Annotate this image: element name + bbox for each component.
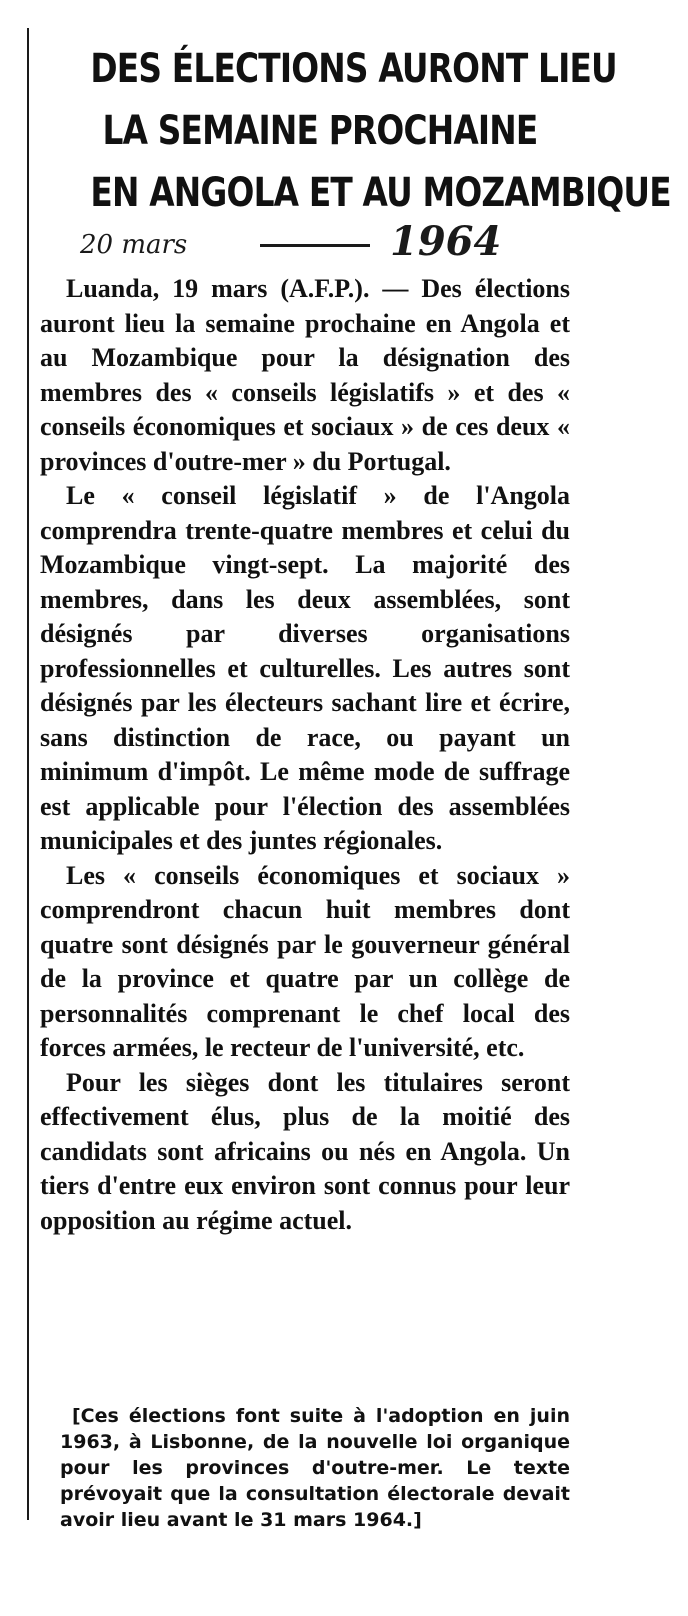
headline-line-3: EN ANGOLA ET AU MOZAMBIQUE <box>90 170 671 216</box>
paragraph-2: Le « conseil législatif » de l'Angola comprendra trente-quatre membres et celui du Mozambique vingt-sept. La majorité des membres, dans les deux assemblées, sont désignés par diverses organisations professionnelles et culturelles. Les autres sont désignés par les électeurs sachant lire et écrire, sans distinction de race, ou payant un minimum d'impôt. Le même mode de suffrage est applicable pour l'élection des assemblées municipales et des juntes régionales. <box>40 481 570 855</box>
article-body <box>40 272 570 1238</box>
editor-note-text: [Ces élections font suite à l'adoption en juin 1963, à Lisbonne, de la nouvelle loi organique pour les provinces d'outre-mer. Le texte prévoyait que la consultation électorale devait avoir lieu avant le 31 mars 1964.] <box>60 1405 570 1531</box>
handwritten-annotation <box>80 218 600 270</box>
headline-line-2: LA SEMAINE PROCHAINE <box>102 108 538 154</box>
editor-note <box>60 1403 570 1533</box>
handwritten-year: 1964 <box>390 218 502 265</box>
headline <box>90 38 671 224</box>
handwritten-date: 20 mars <box>80 230 188 260</box>
paragraph-3: Les « conseils économiques et sociaux » comprendront chacun huit membres dont quatre sont désignés par le gouverneur général de la province et quatre par un collège de personnalités comprenant le chef local des forces armées, le recteur de l'université, etc. <box>40 860 570 1062</box>
column-rule <box>27 28 29 1520</box>
handwritten-dash <box>260 244 370 247</box>
headline-line-1: DES ÉLECTIONS AURONT LIEU <box>90 46 617 92</box>
paragraph-4: Pour les sièges dont les titulaires seront effectivement élus, plus de la moitié des candidats sont africains ou nés en Angola. Un tiers d'entre eux environ sont connus pour leur opposition au régime actuel. <box>40 1067 570 1235</box>
paragraph-1: Luanda, 19 mars (A.F.P.). — Des élections auront lieu la semaine prochaine en Angola et au Mozambique pour la désignation des membres des « conseils législatifs » et des « conseils économiques et sociaux » de ces deux « provinces d'outre-mer » du Portugal. <box>40 274 570 476</box>
